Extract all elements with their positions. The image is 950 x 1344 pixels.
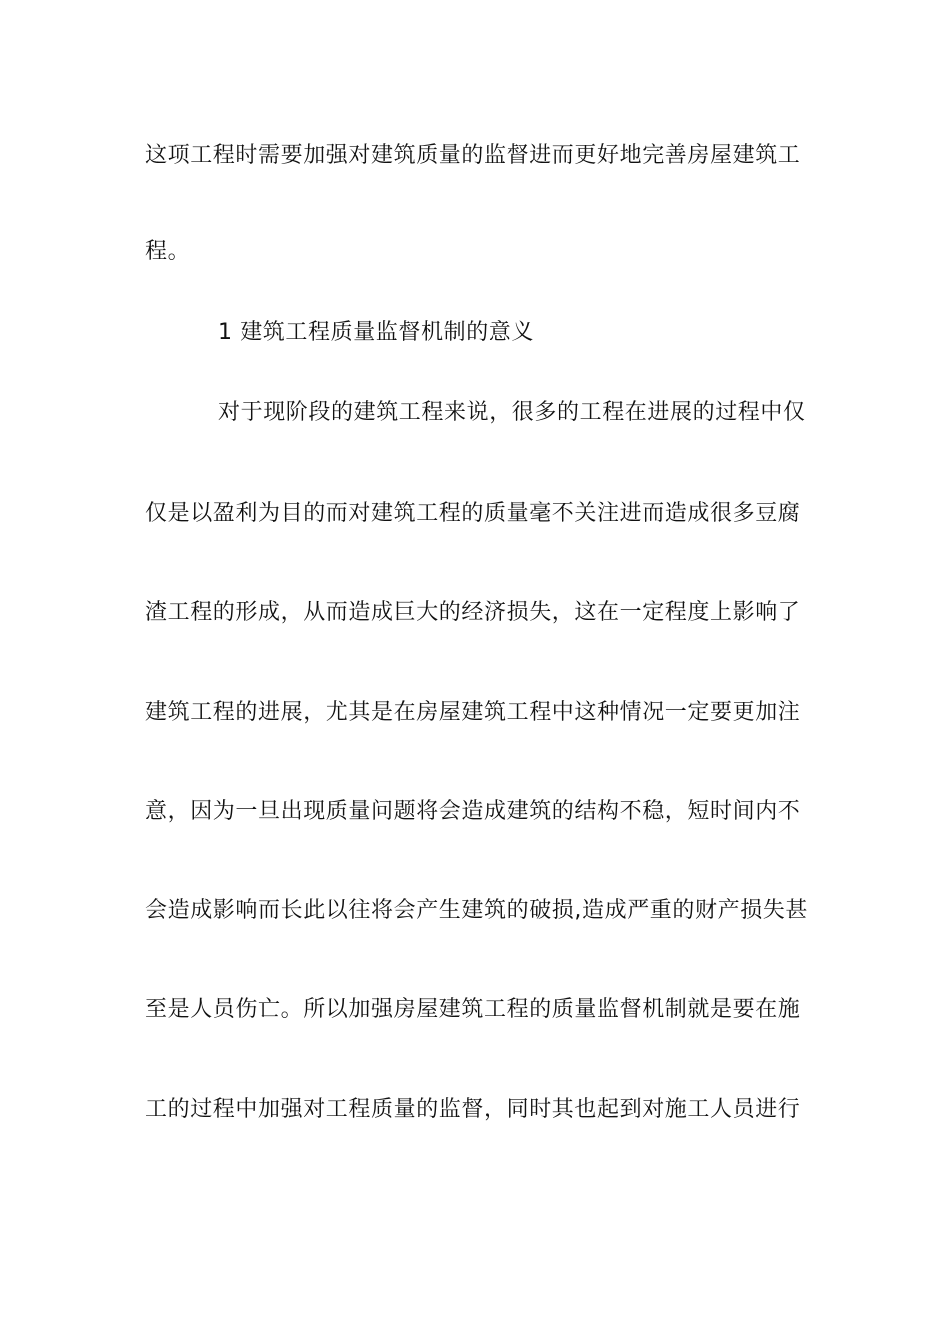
paragraph-line: 建筑工程的进展，尤其是在房屋建筑工程中这种情况一定要更加注 xyxy=(145,700,801,725)
section-heading: 1 建筑工程质量监督机制的意义 xyxy=(218,320,534,345)
paragraph-line: 会造成影响而长此以往将会产生建筑的破损,造成严重的财产损失甚 xyxy=(145,898,808,923)
paragraph-line: 意，因为一旦出现质量问题将会造成建筑的结构不稳，短时间内不 xyxy=(145,799,801,824)
paragraph-line: 工的过程中加强对工程质量的监督，同时其也起到对施工人员进行 xyxy=(145,1097,801,1122)
paragraph-line: 仅是以盈利为目的而对建筑工程的质量毫不关注进而造成很多豆腐 xyxy=(145,501,801,526)
paragraph-line: 至是人员伤亡。所以加强房屋建筑工程的质量监督机制就是要在施 xyxy=(145,997,801,1022)
paragraph-line: 程。 xyxy=(145,239,191,264)
paragraph-line: 渣工程的形成，从而造成巨大的经济损失，这在一定程度上影响了 xyxy=(145,600,801,625)
paragraph-line: 对于现阶段的建筑工程来说，很多的工程在进展的过程中仅 xyxy=(218,400,806,425)
paragraph-line: 这项工程时需要加强对建筑质量的监督进而更好地完善房屋建筑工 xyxy=(145,143,801,168)
